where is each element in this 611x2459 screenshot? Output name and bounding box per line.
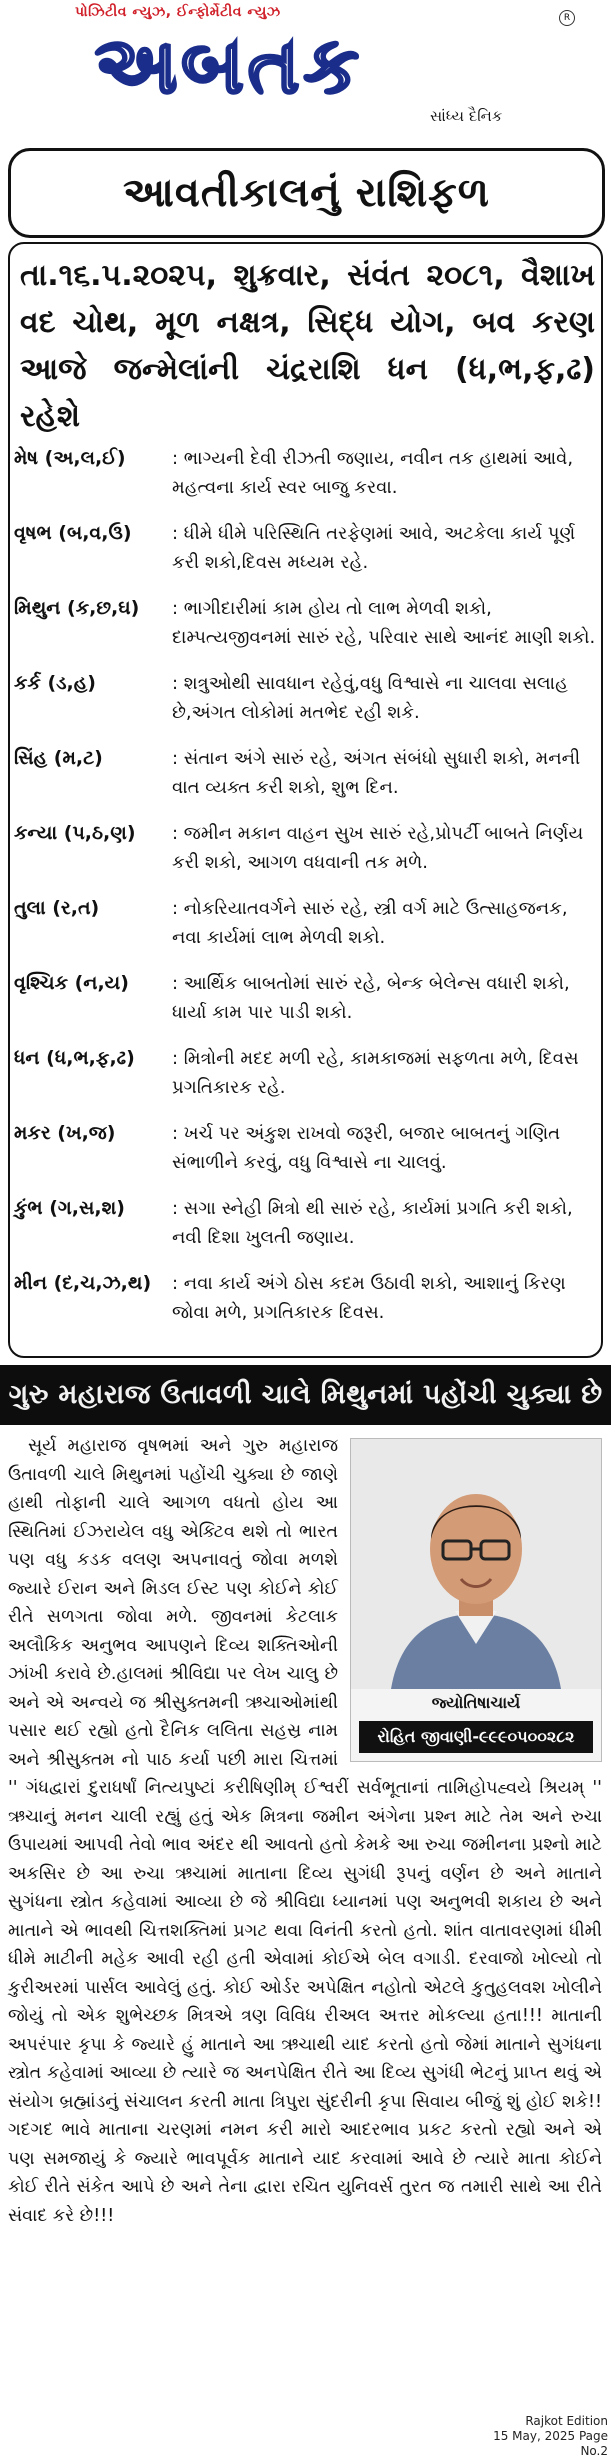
newspaper-logo: અબતક <box>95 21 363 111</box>
zodiac-row <box>14 444 600 519</box>
zodiac-sign-name: વૃષભ (બ,વ,ઉ) <box>14 522 132 544</box>
author-photo <box>350 1438 602 1762</box>
zodiac-sign-name: મેષ (અ,લ,ઈ) <box>14 447 126 469</box>
zodiac-prediction: : સંતાન અંગે સારું રહે, અંગત સંબંધો સુધારી શકો, મનની વાત વ્યક્ત કરી શકો, શુભ દિન. <box>172 748 581 798</box>
masthead-subtitle: સાંધ્ય દૈનિક <box>430 107 503 125</box>
edition-footer <box>480 2414 608 2459</box>
zodiac-sign-name: મકર (ખ,જ) <box>14 1122 116 1144</box>
author-name-phone: રોહિત જીવાણી-૯૯૯૦૫૦૦૨૮૨ <box>359 1721 593 1753</box>
zodiac-prediction: : સગા સ્નેહી મિત્રો થી સારું રહે, કાર્યમાં પ્રગતિ કરી શકો, નવી દિશા ખુલતી જણાય. <box>172 1198 573 1248</box>
zodiac-prediction: : ભાગીદારીમાં કામ હોય તો લાભ મેળવી શકો, દામ્પત્યજીવનમાં સારું રહે, પરિવાર સાથે આનંદ માણી શકો. <box>172 598 596 648</box>
zodiac-prediction: : મિત્રોની મદદ મળી રહે, કામકાજમાં સફળતા મળે, દિવસ પ્રગતિકારક રહે. <box>172 1048 579 1098</box>
rashifal-title: આવતીકાલનું રાશિફળ <box>123 170 490 216</box>
zodiac-row <box>14 1194 600 1269</box>
zodiac-row <box>14 594 600 669</box>
masthead <box>0 0 611 125</box>
zodiac-row <box>14 1269 600 1344</box>
zodiac-sign-name: કુંભ (ગ,સ,શ) <box>14 1197 125 1219</box>
zodiac-prediction: : નોકરિયાતવર્ગને સારું રહે, સ્ત્રી વર્ગ માટે ઉત્સાહજનક, નવા કાર્યમાં લાભ મેળવી શકો. <box>172 898 568 948</box>
zodiac-row <box>14 669 600 744</box>
zodiac-sign-name: સિંહ (મ,ટ) <box>14 747 103 769</box>
panchang-dateline: તા.૧૬.૫.૨૦૨૫, શુક્રવાર, સંવંત ૨૦૮૧, વૈશાખ વદ ચોથ, મૂળ નક્ષત્ર, સિદ્ધ યોગ, બવ કરણ આજે જન્મેલાંની ચંદ્રરાશિ ધન (ધ,ભ,ફ,ઢ) રહેશે <box>20 258 595 434</box>
astrology-article <box>8 1432 602 2230</box>
zodiac-prediction: : ભાગ્યની દેવી રીઝતી જણાય, નવીન તક હાથમાં આવે, મહત્વના કાર્ય સ્વર બાજુ કરવા. <box>172 448 574 498</box>
registered-mark: R <box>559 10 575 26</box>
zodiac-row <box>14 744 600 819</box>
zodiac-prediction: : ખર્ચ પર અંકુશ રાખવો જરૂરી, બજાર બાબતનું ગણિત સંભાળીને કરવું, વધુ વિશ્વાસે ના ચાલવું. <box>172 1123 561 1173</box>
guru-headline: ગુરુ મહારાજ ઉતાવળી ચાલે મિથુનમાં પહોંચી ચુક્યા છે <box>8 1379 603 1410</box>
zodiac-prediction: : આર્થિક બાબતોમાં સારું રહે, બેન્ક બેલેન્સ વધારી શકો, ધાર્યા કામ પાર પાડી શકો. <box>172 973 570 1023</box>
zodiac-sign-name: કર્ક (ડ,હ) <box>14 672 96 694</box>
rashifal-heading-box <box>8 148 605 238</box>
author-caption <box>351 1689 601 1761</box>
author-title: જ્યોતિષાચાર્ય <box>431 1693 521 1712</box>
article-paragraph: સૂર્ય મહારાજ વૃષભમાં અને ગુરુ મહારાજ ઉતાવળી ચાલે મિથુનમાં પહોંચી ચુક્યા છે જાણે હાથી તોફાની ચાલે આગળ વધતો હોય આ સ્થિતિમાં ઈઝરાયેલ વધુ એક્ટિવ થશે તો ભારત પણ વધુ કડક વલણ અપનાવતું જોવા મળશે જ્યારે ઈરાન અને મિડલ ઈસ્ટ પણ કોઈને કોઈ રીતે સળગતા જોવા મળે. જીવનમાં કેટલાક અલૌકિક અનુભવ આપણને દિવ્ય શક્તિઓની ઝાંખી કરાવે છે.હાલમાં શ્રીવિદ્યા પર લેખ ચાલુ છે અને એ અન્વયે જ શ્રીસુક્તમની ઋચાઓમાંથી પસાર થઈ રહ્યો હતો દૈનિક લલિતા સહસ્ર નામ અને શ્રીસુક્તમ નો પાઠ કર્યા પછી મારા ચિત્તમાં '' ગંધદ્વારાં દુરાધર્ષાં નિત્યપુષ્ટાં કરીષિણીમ્ ઈશ્વરીં સર્વભૂતાનાં તામિહોપહ્વયે શ્રિયમ્ '' ઋચાનું મનન ચાલી રહ્યું હતું એક મિત્રના જમીન અંગેના પ્રશ્ન માટે તેમ અને રુચા ઉપાયમાં આપવી તેવો ભાવ અંદર થી આવતો હતો કેમકે આ રુચા જમીનના પ્રશ્નો માટે અકસિર છે આ રુચા ઋચામાં માતાના દિવ્ય સુગંધી રૂપનું વર્ણન છે અને માતાને સુગંધના સ્ત્રોત કહેવામાં આવ્યા છે જે શ્રીવિદ્યા ધ્યાનમાં પણ અનુભવી શકાય છે અને માતાને એ ભાવથી ચિત્તશક્તિમાં પ્રગટ થવા વિનંતી કરતો હતો. શાંત વાતાવરણમાં ધીમી ધીમે માટીની મહેક આવી રહી હતી એવામાં કોઈએ બેલ વગાડી. દરવાજો ખોલ્યો તો કુરીઅરમાં પાર્સલ આવેલું હતું. કોઈ ઓર્ડર અપેક્ષિત નહોતો એટલે કુતુહલવશ ખોલીને જોયું તો એક શુભેચ્છક મિત્રએ ત્રણ વિવિધ રીઅલ અત્તર મોકલ્યા હતા!!! માતાની અપરંપાર કૃપા કે જ્યારે હું માતાને આ ઋચાથી યાદ કરતો હતો જેમાં માતાને સુગંધના સ્ત્રોત કહેવામાં આવ્યા છે ત્યારે જ અનપેક્ષિત રીતે આ દિવ્ય સુગંધી ભેટનું પ્રાપ્ત થવું એ સંયોગ બ્રહ્માંડનું સંચાલન કરતી માતા ત્રિપુરા સુંદરીની કૃપા સિવાય બીજું શું હોઈ શકે!! ગદગદ ભાવે માતાના ચરણમાં નમન કરી મારો આદરભાવ પ્રકટ કરતો રહ્યો અને એ પણ સમજાયું કે જ્યારે ભાવપૂર્વક માતાને યાદ કરવામાં આવે છે ત્યારે માતા કોઈને કોઈ રીતે સંકેત આપે છે અને તેના દ્વારા રચિત યુનિવર્સ તુરત જ તમારી સાથે આ રીતે સંવાદ કરે છે!!! <box>8 1436 602 2226</box>
zodiac-row <box>14 1119 600 1194</box>
zodiac-prediction: : જમીન મકાન વાહન સુખ સારું રહે,પ્રોપર્ટી બાબતે નિર્ણય કરી શકો, આગળ વધવાની તક મળે. <box>172 823 584 873</box>
zodiac-prediction: : નવા કાર્ય અંગે ઠોસ કદમ ઉઠાવી શકો, આશાનું કિરણ જોવા મળે, પ્રગતિકારક દિવસ. <box>172 1273 566 1323</box>
masthead-tagline: પોઝિટીવ ન્યુઝ, ઈન્ફોર્મેટીવ ન્યુઝ <box>75 4 281 20</box>
zodiac-sign-name: ધન (ધ,ભ,ફ,ઢ) <box>14 1047 135 1069</box>
zodiac-sign-name: મીન (દ,ચ,ઝ,થ) <box>14 1272 152 1294</box>
zodiac-sign-name: વૃશ્ચિક (ન,ય) <box>14 972 129 994</box>
zodiac-sign-name: મિથુન (ક,છ,ઘ) <box>14 597 140 619</box>
zodiac-list <box>14 444 600 1344</box>
zodiac-row <box>14 519 600 594</box>
zodiac-prediction: : શત્રુઓથી સાવધાન રહેવું,વધુ વિશ્વાસે ના ચાલવા સલાહ છે,અંગત લોકોમાં મતભેદ રહી શકે. <box>172 673 568 723</box>
zodiac-row <box>14 819 600 894</box>
guru-headline-bar <box>0 1365 611 1425</box>
zodiac-sign-name: તુલા (ર,ત) <box>14 897 100 919</box>
author-portrait-icon <box>351 1439 601 1689</box>
zodiac-sign-name: કન્યા (પ,ઠ,ણ) <box>14 822 136 844</box>
edition-date-page: 15 May, 2025 Page No.2 <box>493 2429 608 2458</box>
zodiac-prediction: : ધીમે ધીમે પરિસ્થિતિ તરફેણમાં આવે, અટકેલા કાર્ય પૂર્ણ કરી શકો,દિવસ મધ્યમ રહે. <box>172 523 576 573</box>
edition-name: Rajkot Edition <box>525 2414 608 2428</box>
zodiac-row <box>14 894 600 969</box>
zodiac-row <box>14 969 600 1044</box>
zodiac-row <box>14 1044 600 1119</box>
